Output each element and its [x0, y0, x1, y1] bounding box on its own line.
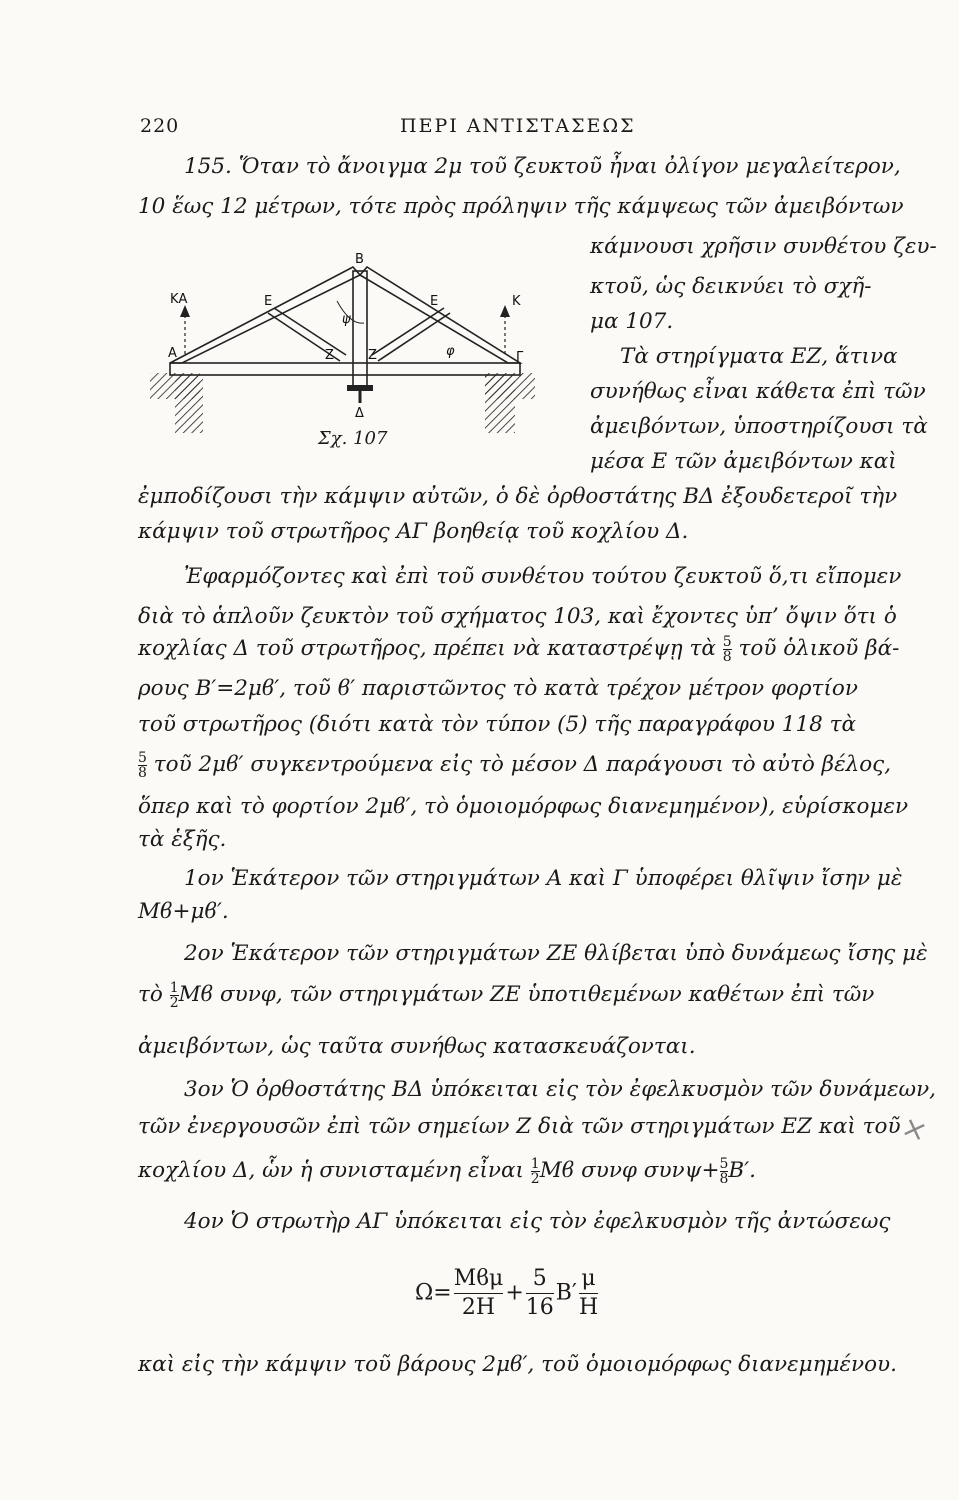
truss-figure: [150, 245, 590, 455]
label-E-right: E: [430, 294, 439, 309]
fraction-5-8: $\frac{5}{8}$: [722, 633, 732, 665]
label-Z-left: Z: [325, 348, 334, 363]
label-B: B: [355, 252, 364, 267]
label-E-left: E: [264, 294, 273, 309]
para155-line4: κτοῦ, ὡς δεικνύει τὸ σχῆ-: [590, 274, 872, 299]
item3-line3b: Μϐ συνφ συνψ+: [539, 1158, 720, 1183]
eq-B: Β′: [555, 1280, 577, 1306]
para155-line1: 155. Ὅταν τὸ ἄνοιγμα 2μ τοῦ ζευκτοῦ ἦναι ὀλίγον μεγαλείτερον,: [184, 154, 901, 179]
item1-line2: Μϐ+μϐ′.: [138, 899, 229, 924]
para155-line11: κάμψιν τοῦ στρωτῆρος ΑΓ βοηθείᾳ τοῦ κοχλίου Δ.: [138, 519, 689, 544]
para2-line7: ὅπερ καὶ τὸ φορτίον 2μϐ′, τὸ ὁμοιομόρφως διανεμημένον), εὑρίσκομεν: [138, 794, 909, 819]
margin-pencil-mark: ×: [896, 1108, 933, 1151]
fraction-5-8-c: $\frac{5}{8}$: [719, 1155, 729, 1187]
figure-caption: Σχ. 107: [318, 428, 388, 449]
para2-line8: τὰ ἑξῆς.: [138, 827, 227, 852]
item2-line2b: Μϐ συνφ, τῶν στηριγμάτων ΖΕ ὑποτιθεμένων καθέτων ἐπὶ τῶν: [178, 982, 875, 1007]
equation-omega: [415, 1265, 600, 1322]
right-rafter: [360, 267, 520, 363]
label-phi: φ: [446, 344, 455, 359]
label-psi: ψ: [342, 312, 351, 327]
para2-line3b: τοῦ ὁλικοῦ βά-: [738, 636, 900, 661]
para2-line6: [138, 748, 898, 782]
label-Z-right: Z: [368, 348, 377, 363]
para2-line5: τοῦ στρωτῆρος (διότι κατὰ τὸν τύπον (5) τῆς παραγράφου 118 τὰ: [138, 712, 857, 737]
para155-line3: κάμνουσι χρῆσιν συνθέτου ζευ-: [590, 234, 937, 259]
eq-plus: +: [505, 1280, 524, 1306]
eq-lhs: Ω=: [415, 1280, 452, 1306]
para2-line2: διὰ τὸ ἁπλοῦν ζευκτὸν τοῦ σχήματος 103, καὶ ἔχοντες ὑπ’ ὄψιν ὅτι ὁ: [138, 604, 897, 629]
item4-line3: καὶ εἰς τὴν κάμψιν τοῦ βάρους 2μϐ′, τοῦ ὁμοιομόρφως διανεμημένου.: [138, 1352, 897, 1377]
eq-frac2: $\frac{5}{16}$: [525, 1266, 554, 1320]
item3-line3a: κοχλίου Δ, ὧν ἡ συνισταμένη εἶναι: [138, 1158, 524, 1183]
running-header: ΠΕΡΙ ΑΝΤΙΣΤΑΣΕΩΣ: [400, 115, 636, 137]
bolt-washer: [347, 385, 373, 391]
item4-line1: 4ον Ὁ στρωτὴρ ΑΓ ὑπόκειται εἰς τὸν ἐφελκυσμὸν τῆς ἀντώσεως: [184, 1209, 891, 1234]
para2-line3a: κοχλίας Δ τοῦ στρωτῆρος, πρέπει νὰ καταστρέψῃ τὰ: [138, 636, 716, 661]
item3-line1: 3ον Ὁ ὀρθοστάτης ΒΔ ὑπόκειται εἰς τὸν ἐφελκυσμὸν τῶν δυνάμεων,: [184, 1077, 936, 1102]
item2-line3: ἀμειβόντων, ὡς ταῦτα συνήθως κατασκευάζονται.: [138, 1034, 696, 1059]
para155-line9: μέσα Ε τῶν ἀμειβόντων καὶ: [590, 449, 897, 474]
fraction-1-2: $\frac{1}{2}$: [169, 979, 179, 1011]
fraction-1-2-b: $\frac{1}{2}$: [530, 1155, 540, 1187]
eq-frac1: Μϐμ 2Η: [453, 1266, 504, 1320]
item1-line1: 1ον Ἑκάτερον τῶν στηριγμάτων Α καὶ Γ ὑποφέρει θλῖψιν ἴσην μὲ: [184, 866, 903, 891]
para2-line1: Ἐφαρμόζοντες καὶ ἐπὶ τοῦ συνθέτου τούτου ζευκτοῦ ὅ,τι εἴπομεν: [184, 564, 902, 589]
para155-line7: συνήθως εἶναι κάθετα ἐπὶ τῶν: [590, 379, 926, 404]
para155-line5: μα 107.: [590, 309, 674, 334]
para155-line2: 10 ἕως 12 μέτρων, τότε πρὸς πρόληψιν τῆς κάμψεως τῶν ἀμειβόντων: [138, 194, 904, 219]
king-post: [353, 271, 367, 387]
eq-frac3: $\frac{\mu}{H}$: [578, 1266, 599, 1320]
label-G: Γ: [516, 350, 524, 365]
fraction-5-8-b: $\frac{5}{8}$: [138, 749, 147, 781]
item2-line2: [138, 978, 898, 1012]
para2-line3: [138, 632, 898, 666]
item2-line2a: τὸ: [138, 982, 163, 1007]
para2-line6-text: τοῦ 2μϐ′ συγκεντρούμενα εἰς τὸ μέσον Δ παράγουσι τὸ αὐτὸ βέλος,: [153, 752, 892, 777]
tie-beam: [170, 363, 520, 375]
para155-line10: ἐμποδίζουσι τὴν κάμψιν αὐτῶν, ὁ δὲ ὀρθοστάτης ΒΔ ἐξουδετεροῖ τὴν: [138, 484, 898, 509]
label-K: K: [512, 294, 521, 309]
para155-line8: ἀμειβόντων, ὑποστηρίζουσι τὰ: [590, 414, 928, 439]
para155-line6: Τὰ στηρίγματα ΕΖ, ἅτινα: [620, 344, 898, 369]
left-wall: [175, 375, 203, 433]
item3-line3: [138, 1154, 898, 1188]
page-number: 220: [140, 115, 180, 137]
item2-line1: 2ον Ἑκάτερον τῶν στηριγμάτων ΖΕ θλίβεται ὑπὸ δυνάμεως ἴσης μὲ: [184, 941, 928, 966]
label-KA: ΚΑ: [170, 292, 188, 307]
label-D: Δ: [355, 406, 364, 421]
right-wall: [485, 375, 515, 433]
right-strut: [378, 313, 450, 361]
label-A: A: [168, 346, 177, 361]
item3-line2: τῶν ἐνεργουσῶν ἐπὶ τῶν σημείων Ζ διὰ τῶν στηριγμάτων ΕΖ καὶ τοῦ: [138, 1114, 901, 1139]
para2-line4: ρους Β′=2μϐ′, τοῦ ϐ′ παριστῶντος τὸ κατὰ τρέχον μέτρον φορτίον: [138, 676, 858, 701]
item3-line3c: Β′.: [728, 1158, 756, 1183]
